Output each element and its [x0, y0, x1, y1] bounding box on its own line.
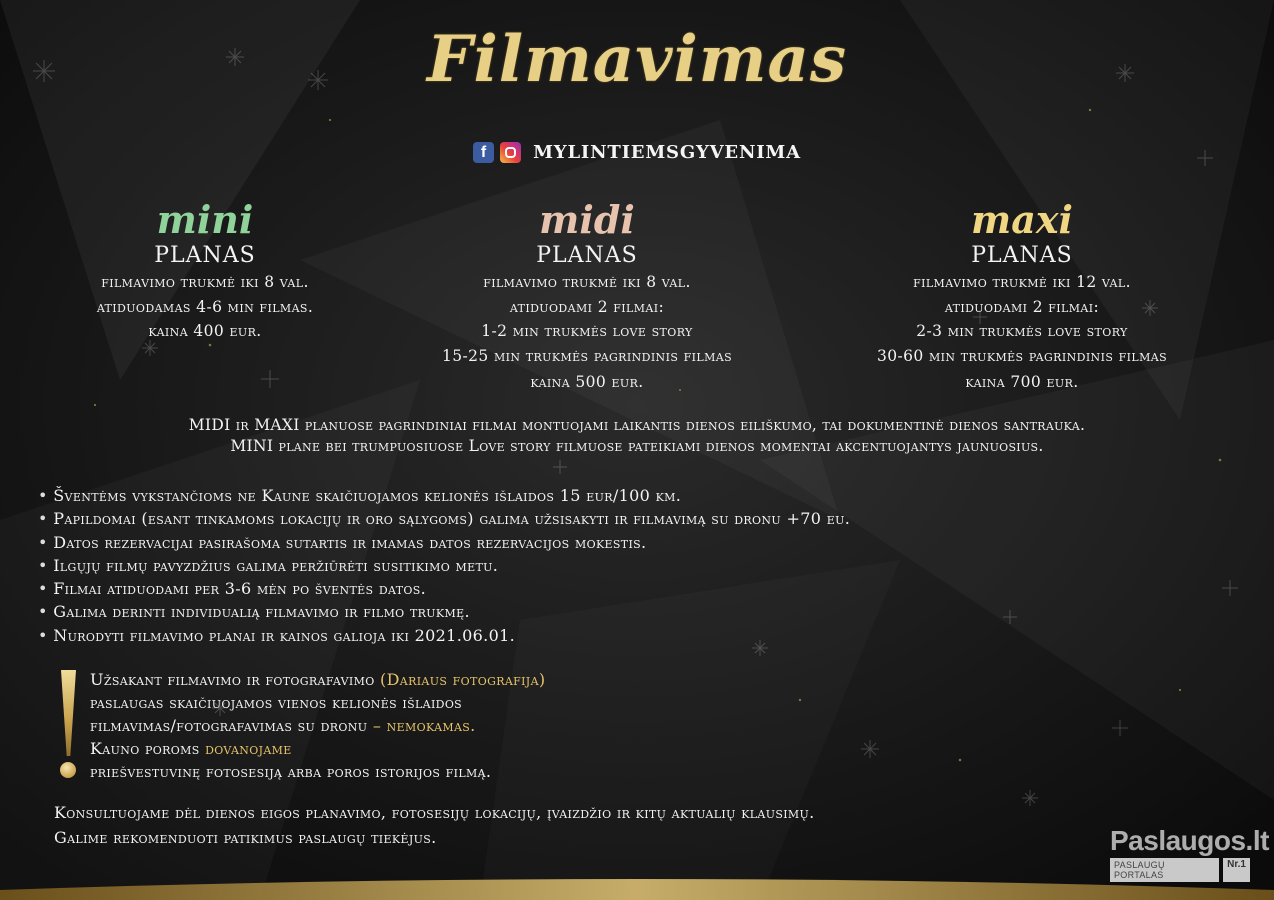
watermark-sub	[1110, 858, 1250, 882]
plan-name: maxi	[971, 197, 1073, 242]
offer-line	[90, 737, 545, 760]
list-item-text: Ilgųjų filmų pavyzdžius galima peržiūrėti susitikimo metu.	[53, 555, 499, 575]
offer-text: filmavimas/fotografavimas su dronu	[90, 716, 373, 735]
watermark-badge[interactable]	[1110, 825, 1269, 882]
page-title: Filmavimas	[427, 22, 847, 97]
list-item-text: Šventėms vykstančioms ne Kaune skaičiuojamos kelionės išlaidos 15 eur/100 km.	[53, 486, 682, 505]
list-item-text: Datos rezervacijai pasirašoma sutartis ir imamas datos rezervacijos mokestis.	[53, 532, 647, 552]
plan-name: mini	[156, 197, 254, 242]
plan-line: filmavimo trukmė iki 8 val.	[483, 273, 691, 291]
note-line: MINI plane bei trumpuosiuose Love story filmuose pateikiami dienos momentai akcentuojantys jaunuosius.	[230, 437, 1044, 455]
plan-line: 15-25 min trukmės pagrindinis filmas	[441, 346, 733, 365]
plan-price: kaina 500 eur.	[530, 373, 644, 391]
plan-line: filmavimo trukmė iki 8 val.	[101, 273, 309, 291]
list-item	[38, 600, 850, 623]
offer-highlight: – nemokamas.	[372, 716, 476, 735]
plan-price: kaina 400 eur.	[148, 322, 262, 340]
list-item-text: Nurodyti filmavimo planai ir kainos galioja iki 2021.06.01.	[53, 625, 516, 645]
list-item	[38, 577, 850, 600]
consult-block	[54, 800, 815, 850]
instagram-icon[interactable]	[500, 142, 521, 163]
plan-note	[0, 415, 1274, 457]
offer-text: Užsakant filmavimo ir fotografavimo	[90, 670, 381, 689]
list-item	[38, 484, 850, 507]
note-line: MIDI ir MAXI planuose pagrindiniai filmai montuojami laikantis dienos eiliškumo, tai dokumentinė dienos santrauka.	[188, 416, 1086, 434]
plan-subtitle: PLANAS	[971, 243, 1073, 268]
watermark-nr: Nr.1	[1223, 858, 1250, 882]
plan-line: 2-3 min trukmės love story	[916, 322, 1128, 340]
plan-subtitle: PLANAS	[536, 243, 638, 268]
list-item	[38, 554, 850, 577]
plan-price: kaina 700 eur.	[965, 373, 1079, 391]
plan-midi	[372, 197, 802, 395]
list-item	[38, 507, 850, 530]
plan-line: atiduodami 2 filmai:	[509, 297, 665, 316]
plan-line: 1-2 min trukmės love story	[481, 322, 693, 340]
offer-text: priešvestuvinę fotosesiją arba poros istorijos filmą.	[90, 762, 492, 781]
offer-highlight: dovanojame	[205, 739, 292, 758]
offer-highlight: (Dariaus fotografija)	[380, 670, 546, 689]
plan-line: atiduodamas 4-6 min filmas.	[96, 297, 314, 316]
offer-block	[90, 668, 545, 783]
plan-subtitle: PLANAS	[154, 243, 256, 268]
list-item-text: Galima derinti individualią filmavimo ir filmo trukmę.	[53, 602, 470, 622]
list-item-text: Papildomai (esant tinkamoms lokacijų ir oro sąlygoms) galima užsisakyti ir filmavimą su dronu +70 eu.	[53, 509, 851, 529]
offer-line	[90, 668, 545, 691]
facebook-icon[interactable]: f	[473, 142, 494, 163]
plan-name: midi	[539, 197, 635, 242]
consult-line: Konsultuojame dėl dienos eigos planavimo, fotosesijų lokacijų, įvaizdžio ir kitų aktualių klausimų.	[54, 803, 815, 822]
plan-mini	[0, 197, 420, 344]
watermark-logo: Paslaugos.lt	[1110, 825, 1269, 856]
list-item	[38, 531, 850, 554]
offer-text: Kauno poroms	[90, 739, 206, 758]
offer-text: paslaugas skaičiuojamos vienos kelionės išlaidos	[90, 693, 463, 712]
offer-line	[90, 760, 545, 783]
plan-maxi	[807, 197, 1237, 395]
list-item	[38, 624, 850, 647]
list-item-text: Filmai atiduodami per 3-6 mėn po šventės datos.	[53, 579, 427, 599]
social-handle[interactable]: MYLINTIEMSGYVENIMA	[533, 142, 801, 163]
social-row	[0, 142, 1274, 163]
consult-line: Galime rekomenduoti patikimus paslaugų tiekėjus.	[54, 828, 437, 847]
exclamation-icon	[55, 670, 81, 782]
offer-line	[90, 714, 545, 737]
plan-line: 30-60 min trukmės pagrindinis filmas	[876, 346, 1168, 365]
plan-line: atiduodami 2 filmai:	[944, 297, 1100, 316]
conditions-list	[38, 484, 850, 647]
watermark-portal: PASLAUGŲ PORTALAS	[1110, 858, 1219, 882]
plan-line: filmavimo trukmė iki 12 val.	[913, 273, 1131, 291]
offer-line	[90, 691, 545, 714]
